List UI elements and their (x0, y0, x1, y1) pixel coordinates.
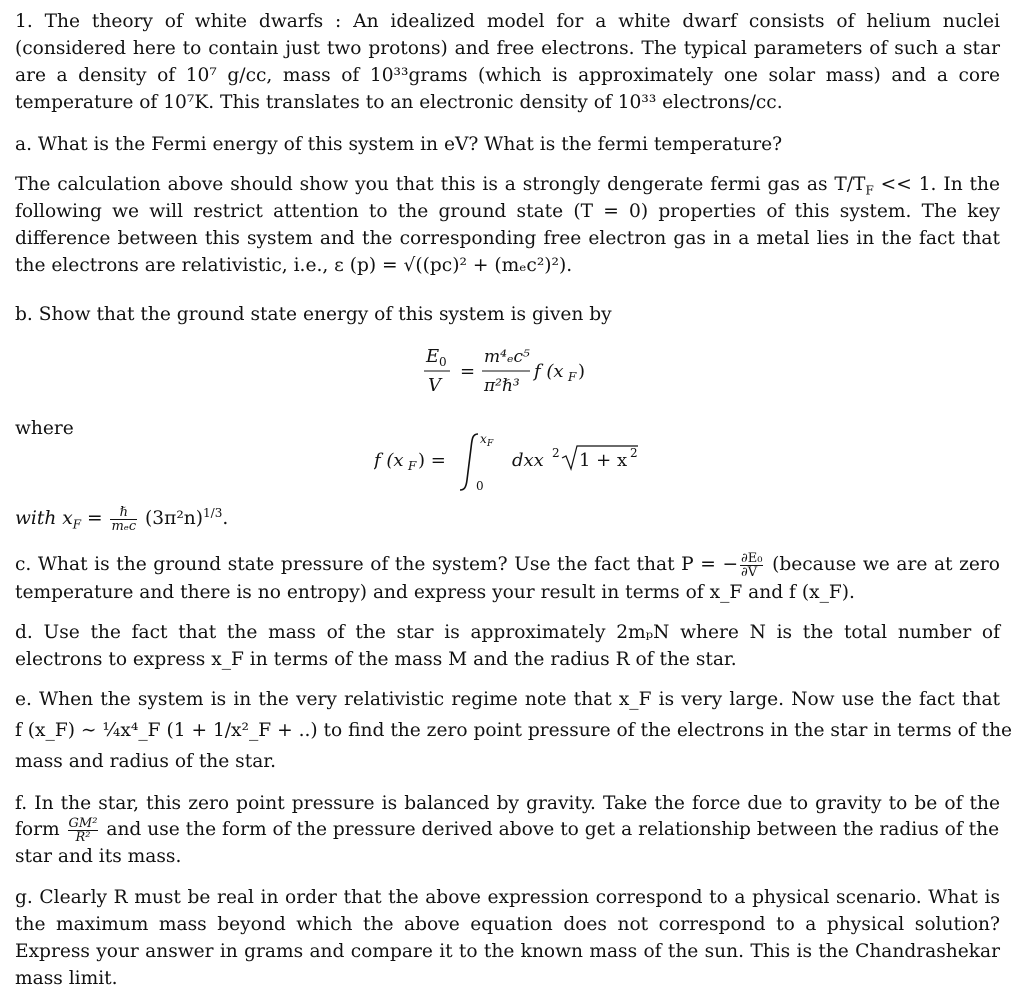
part-e-line-2: f (x_F) ∼ ¼x⁴_F (1 + 1/x²_F + ..) to find the zero point pressure of the electrons in the star in terms of the (15, 720, 1013, 741)
eq2-lhs-sub: F (408, 459, 417, 473)
eq2-integrand: dxx (512, 450, 544, 471)
part-c-frac (740, 552, 763, 579)
part-g: g. Clearly R must be real in order that the above expression correspond to a physical scenario. What is the maximum mass beyond which the above equation does not correspond to a physical solution? Express your answer in grams and compare it to the known mass of the sun. This is the Chandrashekar mass limit. (15, 887, 1000, 989)
with-frac-num: ℏ (110, 506, 137, 520)
eq1-rhs-den: π²ℏ³ (484, 376, 520, 396)
part-c-text-1: c. What is the ground state pressure of the system? Use the fact that P = − (15, 554, 739, 575)
part-f-frac (68, 817, 99, 844)
where-label: where (15, 418, 74, 439)
part-d: d. Use the fact that the mass of the star is approximately 2mₚN where N is the total number of electrons to express x_F in terms of the mass M and the radius R of the star. (15, 622, 1000, 670)
eq1-rhs-close: ) (578, 361, 586, 382)
equation-energy (420, 340, 620, 402)
with-dot: . (222, 508, 229, 529)
eq2-upper-sub: F (487, 439, 494, 449)
bridge-sub: F (865, 183, 874, 198)
with-paren: (3π²n) (145, 508, 204, 529)
with-eq: = (81, 508, 103, 529)
part-b: b. Show that the ground state energy of this system is given by (15, 304, 612, 325)
part-f-frac-num: GM² (68, 815, 98, 831)
eq1-rhs-num: m⁴ₑc⁵ (484, 347, 530, 367)
eq1-rhs-tail: f (x (534, 361, 564, 382)
part-e-line-1: e. When the system is in the very relativistic regime note that x_F is very large. Now use the fact that (15, 689, 1000, 710)
part-c-frac-den: ∂V (741, 564, 758, 580)
with-definition (15, 505, 228, 533)
eq2-root: 1 + x (579, 450, 628, 471)
part-c-text-2: (because we are at zero temperature and there is no entropy) and express your result in terms of x_F and f (x_F). (15, 554, 1000, 603)
part-c (15, 551, 1000, 606)
eq1-equals: = (460, 361, 476, 382)
bridge-paragraph (15, 171, 1000, 279)
with-frac-den: mₑc (111, 518, 137, 534)
equation-integral (374, 428, 654, 496)
part-f-line-2 (15, 816, 999, 844)
eq2-root-sq: 2 (630, 446, 638, 460)
part-c-frac-num: ∂E₀ (741, 550, 763, 566)
eq2-sq: 2 (552, 446, 560, 460)
eq2-lhs: f (x (374, 450, 404, 471)
with-sub: F (72, 517, 82, 532)
eq2-upper: x (480, 432, 487, 446)
part-f-text-2: and use the form of the pressure derived above to get a relationship between the radius of the (100, 819, 1000, 840)
eq1-rhs-tail-sub: F (568, 370, 577, 384)
part-a: a. What is the Fermi energy of this system in eV? What is the fermi temperature? (15, 134, 783, 155)
with-text: with x (15, 508, 73, 529)
with-exp: 1/3 (203, 505, 223, 520)
part-f-line-3: star and its mass. (15, 846, 182, 867)
part-f-line-1: f. In the star, this zero point pressure is balanced by gravity. Take the force due to gravity to be of the (15, 793, 1000, 814)
with-frac (110, 506, 137, 533)
bridge-text-2: << 1. In the following we will restrict attention to the ground state (T = 0) properties of this system. The key difference between this system and the corresponding free electron gas in a metal lies in the fact that the electrons are relativistic, i.e., ε (p) = √((pc)² + (mₑc²)²). (15, 174, 1001, 276)
eq1-lhs-num: E (426, 346, 440, 367)
eq1-lhs-den: V (428, 375, 441, 396)
eq2-lower: 0 (476, 479, 484, 493)
bridge-text-1: The calculation above should show you that this is a strongly dengerate fermi gas as T/T (15, 174, 866, 195)
eq1-lhs-num-sub: 0 (439, 355, 447, 369)
part-f-form: form (15, 819, 60, 840)
part-e-line-3: mass and radius of the star. (15, 751, 277, 772)
eq2-lhs-close: ) = (418, 450, 446, 471)
intro-paragraph: 1. The theory of white dwarfs : An idealized model for a white dwarf consists of helium nuclei (considered here to contain just two protons) and free electrons. The typical parameters of such a star are a density of 10⁷ g/cc, mass of 10³³grams (which is approximately one solar mass) and a core temperature of 10⁷K. This translates to an electronic density of 10³³ electrons/cc. (15, 11, 1000, 113)
part-f-frac-den: R² (75, 829, 91, 845)
